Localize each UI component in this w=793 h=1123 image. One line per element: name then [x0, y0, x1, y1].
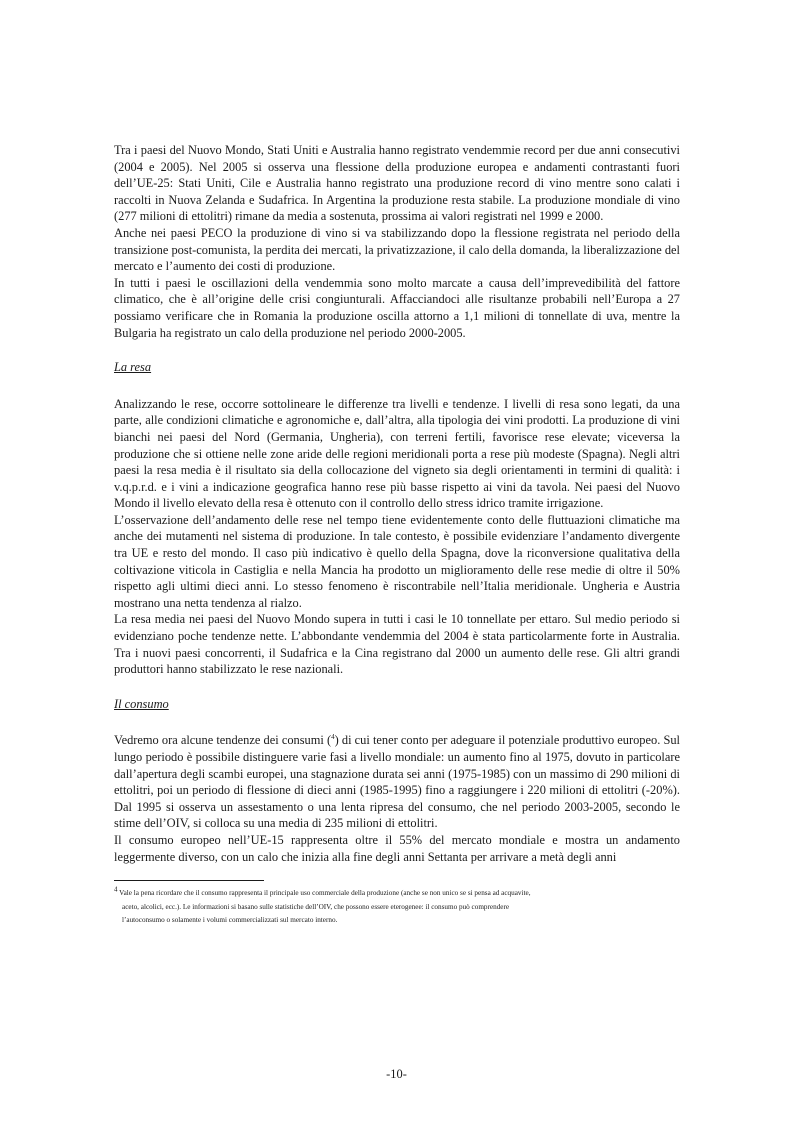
paragraph: Tra i paesi del Nuovo Mondo, Stati Uniti e Australia hanno registrato vendemmie record per due anni consecutivi (2004 e 2005). Nel 2005 si osserva una flessione della produzione europea e andamenti contrastanti fuori dell’UE-25: Stati Uniti, Cile e Australia hanno registrato una produzione record di vino mentre sono calati i raccolti in Nuova Zelanda e Sudafrica. In Argentina la produzione resta stabile. La produzione mondiale di vino (277 milioni di ettolitri) rimane da media a sostenuta, prossima ai valori registrati nel 1999 e 2000.	[114, 143, 680, 224]
footnote	[114, 887, 680, 927]
paragraph: Anche nei paesi PECO la produzione di vino si va stabilizzando dopo la flessione registrata nel periodo della transizione post-comunista, la perdita dei mercati, la privatizzazione, il calo della domanda, la liberalizzazione del mercato e l’aumento dei costi di produzione.	[114, 225, 680, 274]
section-heading-resa: La resa	[114, 360, 152, 375]
footnote-number: 4	[114, 885, 118, 894]
section-consumo	[114, 732, 680, 865]
paragraph	[114, 732, 680, 832]
section-production	[114, 142, 680, 341]
footnote-text: l’autoconsumo o solamente i volumi commercializzati sul mercato interno.	[122, 915, 338, 924]
footnote-reference[interactable]: 4	[331, 733, 335, 742]
paragraph-text: Vedremo ora alcune tendenze dei consumi (	[114, 733, 332, 748]
paragraph: La resa media nei paesi del Nuovo Mondo supera in tutti i casi le 10 tonnellate per ettaro. Sul medio periodo si evidenziano poche tendenze nette. L’abbondante vendemmia del 2004 è stata particolarmente forte in Australia. Tra i nuovi paesi concorrenti, il Sudafrica e la Cina registrano dal 2000 un aumento delle rese. Gli altri grandi produttori hanno stabilizzato le rese nazionali.	[114, 612, 680, 677]
footnote-text: Vale la pena ricordare che il consumo rappresenta il principale uso commerciale della produzione (anche se non unico se si pensa ad acquavite,	[119, 889, 531, 898]
paragraph: In tutti i paesi le oscillazioni della vendemmia sono molto marcate a causa dell’imprevedibilità del fattore climatico, che è all’origine delle crisi congiunturali. Affacciandoci alle risultanze probabili nell’Europa a 27 possiamo verificare che in Romania la produzione oscilla attorno a 1,1 milioni di tonnellate di uva, mentre la Bulgaria ha registrato un calo della produzione nel periodo 2000-2005.	[114, 275, 680, 340]
paragraph: Analizzando le rese, occorre sottolineare le differenze tra livelli e tendenze. I livelli di resa sono legati, da una parte, alle condizioni climatiche e agronomiche e, dall’altra, alla tipologia dei vini prodotti. La produzione di vini bianchi nei paesi del Nord (Germania, Ungheria), con terreni fertili, favorisce rese elevate; viceversa la produzione che si ottiene nelle zone aride delle regioni meridionali porta a rese più modeste (Spagna). Negli altri paesi la resa media è il risultato sia della collocazione del vigneto sia degli orientamenti in termini di qualità: i v.q.p.r.d. e i vini a indicazione geografica hanno rese più basse rispetto ai vini da tavola. Nei paesi del Nuovo Mondo il livello elevato della resa è ottenuto con il controllo dello stress idrico tramite irrigazione.	[114, 396, 680, 511]
paragraph-text: ) di cui tener conto per adeguare il potenziale produttivo europeo. Sul lungo periodo è possibile distinguere varie fasi a livello mondiale: un aumento fino al 1975, dovuto in particolare dall’apertura degli scambi europei, una stagnazione durata sei anni (1975-1985) con un massimo di 290 milioni di ettolitri, poi un periodo di flessione di dieci anni (1985-1995) fino a raggiungere i 220 milioni di ettolitri (-20%). Dal 1995 si osserva un assestamento o una lenta ripresa del consumo, che nel periodo 2003-2005, secondo le stime dell’OIV, si colloca su una media di 235 milioni di ettolitri.	[114, 733, 680, 831]
paragraph: L’osservazione dell’andamento delle rese nel tempo tiene evidentemente conto delle fluttuazioni climatiche ma anche dei mutamenti nel sistema di produzione. In tale contesto, è possibile evidenziare l’andamento divergente tra UE e resto del mondo. Il caso più indicativo è quello della Spagna, dove la riconversione qualitativa della coltivazione viticola in Castiglia e nella Mancia ha prodotto un miglioramento delle rese medie di oltre il 50% rispetto agli ultimi dieci anni. Lo stesso fenomeno è riscontrabile nell’Italia meridionale. Ungheria e Austria mostrano una netta tendenza al rialzo.	[114, 512, 680, 610]
paragraph: Il consumo europeo nell’UE-15 rappresenta oltre il 55% del mercato mondiale e mostra un andamento leggermente diverso, con un calo che inizia alla fine degli anni Settanta per arrivare a metà degli anni	[114, 832, 680, 864]
footnote-separator	[114, 880, 264, 881]
section-resa	[114, 396, 680, 678]
footnote-text: aceto, alcolici, ecc.). Le informazioni si basano sulle statistiche dell’OIV, che possono essere eterogenee: il consumo può comprendere	[122, 902, 510, 911]
section-heading-consumo: Il consumo	[114, 696, 169, 711]
document-page	[114, 142, 680, 927]
page-number: -10-	[386, 1067, 407, 1081]
